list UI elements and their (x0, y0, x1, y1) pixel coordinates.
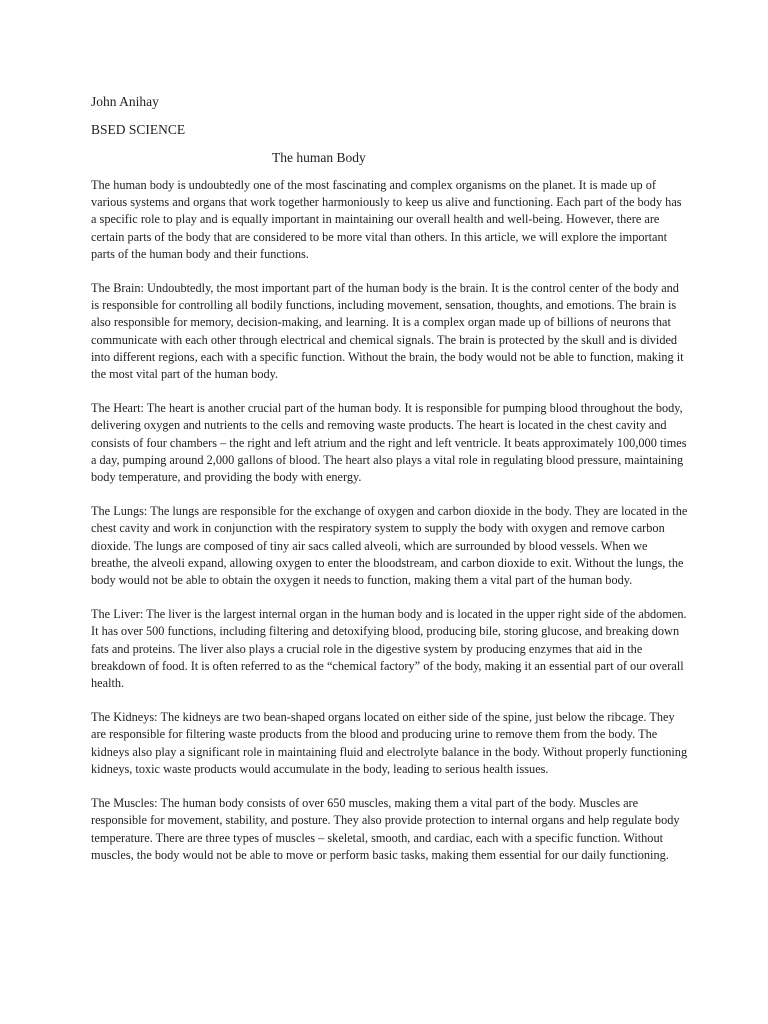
paragraph-intro: The human body is undoubtedly one of the most fascinating and complex organisms on the planet. It is made up of various systems and organs that work together harmoniously to keep us alive and functioning. Each part of the body has a specific role to play and is equally important in maintaining our overall health and well-being. However, there are certain parts of the body that are considered to be more vital than others. In this article, we will explore the important parts of the human body and their functions. (91, 178, 682, 261)
paragraph-lungs: The Lungs: The lungs are responsible for the exchange of oxygen and carbon dioxide in the body. They are located in the chest cavity and work in conjunction with the respiratory system to supply the body with oxygen and remove carbon dioxide. The lungs are composed of tiny air sacs called alveoli, which are surrounded by blood vessels. When we breathe, the alveoli expand, allowing oxygen to enter the bloodstream, and carbon dioxide to exit. Without the lungs, the body would not be able to obtain the oxygen it needs to function, making them a vital part of the human body. (91, 504, 688, 588)
paragraph-brain: The Brain: Undoubtedly, the most important part of the human body is the brain. It is the control center of the body and is responsible for controlling all bodily functions, including movement, sensation, thoughts, and emotions. The brain is also responsible for memory, decision-making, and learning. It is a complex organ made up of billions of neurons that communicate with each other through electrical and chemical signals. The brain is protected by the skull and is divided into different regions, each with a specific function. Without the brain, the body would not be able to function, making it the most vital part of the human body. (91, 281, 684, 382)
paragraph-heart: The Heart: The heart is another crucial part of the human body. It is responsible for pumping blood throughout the body, delivering oxygen and nutrients to the cells and removing waste products. The heart is located in the chest cavity and consists of four chambers – the right and left atrium and the right and left ventricle. It beats approximately 100,000 times a day, pumping around 2,000 gallons of blood. The heart also plays a vital role in regulating blood pressure, maintaining body temperature, and providing the body with energy. (91, 401, 687, 485)
document-title: The human Body (272, 150, 366, 165)
paragraph-muscles: The Muscles: The human body consists of over 650 muscles, making them a vital part of the body. Muscles are responsible for movement, stability, and posture. They also provide protection to internal organs and help regulate body temperature. There are three types of muscles – skeletal, smooth, and cardiac, each with a specific function. Without muscles, the body would not be able to move or perform basic tasks, making them essential for our daily functioning. (91, 796, 680, 862)
paragraph-liver: The Liver: The liver is the largest internal organ in the human body and is located in the upper right side of the abdomen. It has over 500 functions, including filtering and detoxifying blood, producing bile, storing glucose, and breaking down fats and proteins. The liver also plays a crucial role in the digestive system by producing enzymes that aid in the breakdown of food. It is often referred to as the “chemical factory” of the body, making it an essential part of our overall health. (91, 607, 687, 691)
body-text (91, 177, 689, 881)
program-name: BSED SCIENCE (91, 122, 186, 137)
author-name: John Anihay (91, 94, 159, 109)
paragraph-kidneys: The Kidneys: The kidneys are two bean-shaped organs located on either side of the spine, just below the ribcage. They are responsible for filtering waste products from the blood and producing urine to remove them from the body. The kidneys also play a significant role in maintaining fluid and electrolyte balance in the body. Without properly functioning kidneys, toxic waste products would accumulate in the body, leading to serious health issues. (91, 710, 688, 776)
